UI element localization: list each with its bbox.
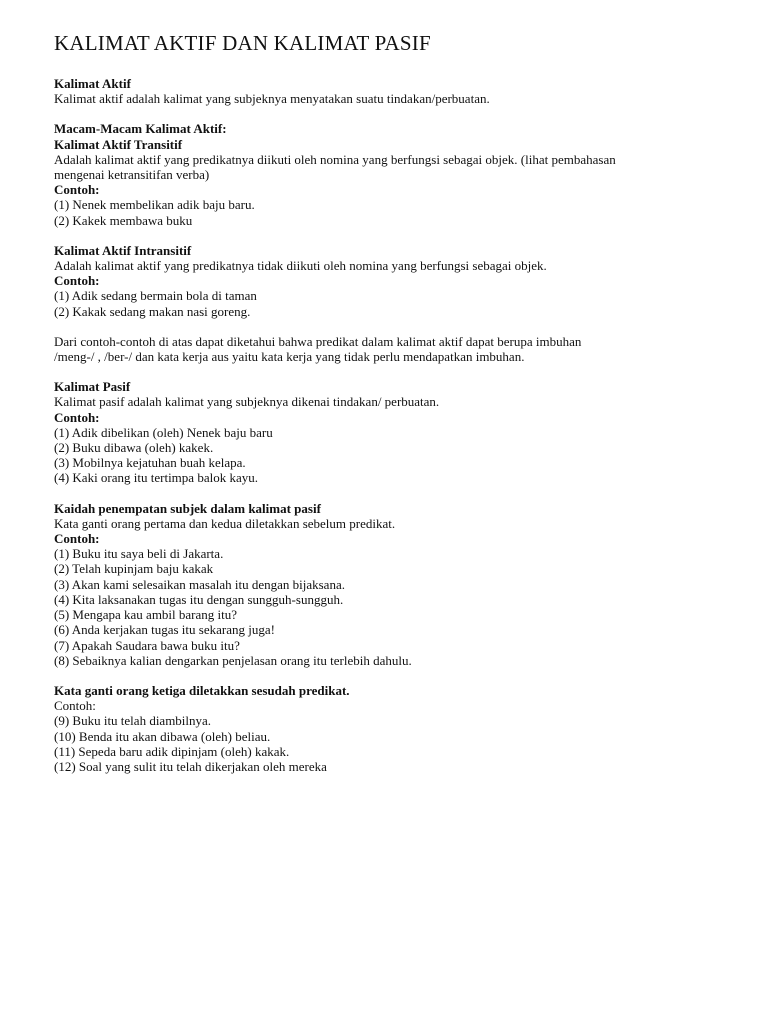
text-line: (7) Apakah Saudara bawa buku itu? <box>54 637 240 653</box>
text-block <box>54 243 744 319</box>
text-line: (6) Anda kerjakan tugas itu sekarang juga! <box>54 622 275 638</box>
bold-text-line: Contoh: <box>54 409 100 425</box>
text-line: (5) Mengapa kau ambil barang itu? <box>54 607 238 623</box>
text-block <box>54 121 744 227</box>
bold-text-line: Kalimat Aktif Intransitif <box>54 242 192 258</box>
text-line: (10) Benda itu akan dibawa (oleh) beliau. <box>54 728 271 744</box>
text-line: (4) Kita laksanakan tugas itu dengan sungguh-sungguh. <box>54 591 344 607</box>
text-block <box>54 76 744 106</box>
page-title: KALIMAT AKTIF DAN KALIMAT PASIF <box>54 31 431 55</box>
paragraph-gap <box>54 668 744 683</box>
text-line: (4) Kaki orang itu tertimpa balok kayu. <box>54 470 258 486</box>
text-block <box>54 334 744 364</box>
text-line: (1) Buku itu saya beli di Jakarta. <box>54 546 224 562</box>
bold-text-line: Kaidah penempatan subjek dalam kalimat pasif <box>54 500 321 516</box>
bold-text-line: Kalimat Aktif Transitif <box>54 136 183 152</box>
text-line: (3) Akan kami selesaikan masalah itu dengan bijaksana. <box>54 576 345 592</box>
text-line: (8) Sebaiknya kalian dengarkan penjelasan orang itu terlebih dahulu. <box>54 652 412 668</box>
text-line: (1) Nenek membelikan adik baju baru. <box>54 197 255 213</box>
text-line: (1) Adik dibelikan (oleh) Nenek baju baru <box>54 424 273 440</box>
bold-text-line: Macam-Macam Kalimat Aktif: <box>54 121 227 137</box>
bold-text-line: Contoh: <box>54 273 100 289</box>
document-page <box>54 30 744 774</box>
text-line: mengenai ketransitifan verba) <box>54 167 210 183</box>
text-line: Adalah kalimat aktif yang predikatnya tidak diikuti oleh nomina yang berfungsi sebagai objek. <box>54 258 547 274</box>
text-line: (2) Kakek membawa buku <box>54 212 193 228</box>
text-block <box>54 683 744 774</box>
text-line: (2) Buku dibawa (oleh) kakek. <box>54 440 214 456</box>
bold-text-line: Kata ganti orang ketiga diletakkan sesudah predikat. <box>54 682 350 698</box>
text-line: (12) Soal yang sulit itu telah dikerjakan oleh mereka <box>54 758 327 774</box>
text-line: (2) Kakak sedang makan nasi goreng. <box>54 303 251 319</box>
text-line: Adalah kalimat aktif yang predikatnya diikuti oleh nomina yang berfungsi sebagai objek. (lihat pembahasan <box>54 151 616 167</box>
text-line: Contoh: <box>54 698 96 714</box>
text-line: (2) Telah kupinjam baju kakak <box>54 561 214 577</box>
text-line: (3) Mobilnya kejatuhan buah kelapa. <box>54 455 246 471</box>
text-line: (9) Buku itu telah diambilnya. <box>54 713 212 729</box>
bold-text-line: Contoh: <box>54 182 100 198</box>
text-line: Kalimat aktif adalah kalimat yang subjeknya menyatakan suatu tindakan/perbuatan. <box>54 91 490 107</box>
paragraph-gap <box>54 486 744 501</box>
document-body <box>54 76 744 774</box>
text-line: Kalimat pasif adalah kalimat yang subjeknya dikenai tindakan/ perbuatan. <box>54 394 440 410</box>
text-line: (11) Sepeda baru adik dipinjam (oleh) kakak. <box>54 743 290 759</box>
bold-text-line: Kalimat Pasif <box>54 379 131 395</box>
text-line: Kata ganti orang pertama dan kedua diletakkan sebelum predikat. <box>54 515 396 531</box>
text-line: /meng-/ , /ber-/ dan kata kerja aus yaitu kata kerja yang tidak perlu mendapatkan imbuhan. <box>54 349 525 365</box>
text-line: (1) Adik sedang bermain bola di taman <box>54 288 257 304</box>
bold-text-line: Kalimat Aktif <box>54 76 131 91</box>
paragraph-gap <box>54 106 744 121</box>
text-block <box>54 379 744 485</box>
bold-text-line: Contoh: <box>54 531 100 547</box>
paragraph-gap <box>54 364 744 379</box>
paragraph-gap <box>54 319 744 334</box>
paragraph-gap <box>54 228 744 243</box>
text-block <box>54 501 744 668</box>
text-line: Dari contoh-contoh di atas dapat diketahui bahwa predikat dalam kalimat aktif dapat berupa imbuhan <box>54 333 582 349</box>
